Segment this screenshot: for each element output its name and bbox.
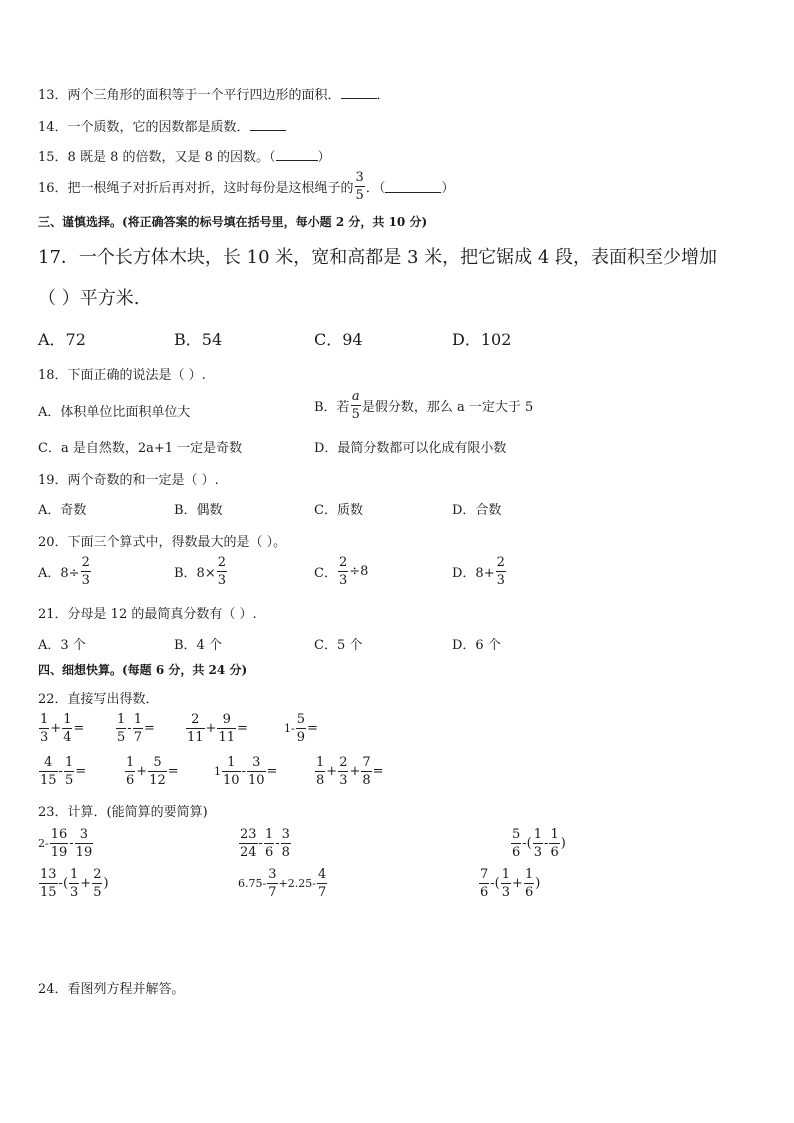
- question-21: 21．分母是 12 的最简真分数有（ ）.: [38, 607, 257, 622]
- question-15-text: 15．8 既是 8 的倍数，又是 8 的因数。（: [38, 150, 276, 165]
- q17-option-a[interactable]: A．72: [38, 330, 86, 349]
- section-3-heading: 三、谨慎选择。(将正确答案的标号填在括号里，每小题 2 分，共 10 分): [38, 215, 428, 229]
- question-13: 13．两个三角形的面积等于一个平行四边形的面积． ．: [38, 88, 390, 103]
- q19-option-b[interactable]: B．偶数: [174, 503, 223, 518]
- fraction: $\frac{3}{5}$: [355, 170, 364, 203]
- expr-23-1: 2- $\frac{16}{19}$ - $\frac{3}{19}$: [38, 827, 93, 860]
- expr-22-1: $\frac{1}{3}$ + $\frac{1}{4}$ =: [40, 712, 85, 745]
- fraction: $\frac{a}{5}$: [351, 389, 360, 422]
- question-16: 16．把一根绳子对折后再对折，这时每份是这根绳子的 $\frac{3}{5}$ ．（ ）: [38, 170, 455, 203]
- question-14-text: 14．一个质数，它的因数都是质数．: [38, 120, 250, 135]
- answer-blank[interactable]: [341, 86, 377, 99]
- q18-option-d[interactable]: D．最简分数都可以化成有限小数: [314, 441, 507, 456]
- expr-22-4: 1- $\frac{5}{9}$ =: [284, 712, 318, 745]
- question-17-line1: 17．一个长方体木块，长 10 米，宽和高都是 3 米，把它锯成 4 段，表面积至少增加: [38, 247, 718, 268]
- q21-option-b[interactable]: B．4 个: [174, 638, 222, 653]
- q17-option-b[interactable]: B．54: [174, 330, 223, 349]
- q18-option-b[interactable]: B．若 $\frac{a}{5}$ 是假分数，那么 a 一定大于 5: [314, 389, 534, 422]
- question-23: 23．计算．(能简算的要简算): [38, 805, 208, 820]
- expr-23-5: 6.75- $\frac{3}{7}$ +2.25- $\frac{4}{7}$: [238, 867, 327, 900]
- question-20: 20．下面三个算式中，得数最大的是（ ）。: [38, 535, 287, 550]
- q18-option-a[interactable]: A．体积单位比面积单位大: [38, 405, 191, 420]
- q17-option-d[interactable]: D．102: [452, 330, 512, 349]
- q20-option-a[interactable]: A．8÷ $\frac{2}{3}$: [38, 555, 90, 588]
- q17-option-c[interactable]: C．94: [314, 330, 363, 349]
- q21-option-c[interactable]: C．5 个: [314, 638, 363, 653]
- question-16-text: 16．把一根绳子对折后再对折，这时每份是这根绳子的: [38, 181, 354, 196]
- q20-option-c[interactable]: C． $\frac{2}{3}$ ÷8: [314, 555, 369, 588]
- answer-blank[interactable]: [385, 180, 441, 193]
- q18-option-c[interactable]: C．a 是自然数，2a+1 一定是奇数: [38, 441, 243, 456]
- question-15: 15．8 既是 8 的倍数，又是 8 的因数。（ ）: [38, 150, 331, 165]
- section-4-heading: 四、细想快算。(每题 6 分，共 24 分): [38, 663, 248, 677]
- question-24: 24．看图列方程并解答。: [38, 982, 185, 997]
- expr-22-6: $\frac{1}{6}$ + $\frac{5}{12}$ =: [126, 755, 179, 788]
- q20-option-b[interactable]: B．8× $\frac{2}{3}$: [174, 555, 226, 588]
- expr-22-3: $\frac{2}{11}$ + $\frac{9}{11}$ =: [187, 712, 248, 745]
- question-22: 22．直接写出得数．: [38, 692, 159, 707]
- q19-option-c[interactable]: C．质数: [314, 503, 363, 518]
- expr-23-6: $\frac{7}{6}$ -( $\frac{1}{3}$ + $\frac{1}{6}$ ): [480, 867, 541, 900]
- expr-22-7: 1 $\frac{1}{10}$ - $\frac{3}{10}$ =: [214, 755, 278, 788]
- question-13-text: 13．两个三角形的面积等于一个平行四边形的面积．: [38, 88, 341, 103]
- q19-option-a[interactable]: A．奇数: [38, 503, 87, 518]
- q19-option-d[interactable]: D．合数: [452, 503, 502, 518]
- question-19: 19．两个奇数的和一定是（ ）.: [38, 473, 219, 488]
- question-14: [38, 116, 286, 135]
- answer-blank[interactable]: [276, 148, 318, 161]
- question-17-line2: （ ）平方米.: [38, 288, 140, 309]
- q21-option-a[interactable]: A．3 个: [38, 638, 86, 653]
- q20-option-d[interactable]: D．8+ $\frac{2}{3}$: [452, 555, 505, 588]
- answer-blank[interactable]: [250, 118, 286, 131]
- expr-23-3: $\frac{5}{6}$ -( $\frac{1}{3}$ - $\frac{1}{6}$ ): [512, 827, 566, 860]
- expr-23-4: $\frac{13}{15}$ -( $\frac{1}{3}$ + $\frac{2}{5}$ ): [40, 867, 109, 900]
- expr-22-8: $\frac{1}{8}$ + $\frac{2}{3}$ + $\frac{7}{8}$ =: [316, 755, 384, 788]
- expr-23-2: $\frac{23}{24}$ - $\frac{1}{6}$ - $\frac{3}{8}$: [240, 827, 290, 860]
- question-18: 18．下面正确的说法是（ ）.: [38, 368, 206, 383]
- expr-22-2: $\frac{1}{5}$ - $\frac{1}{7}$ =: [117, 712, 155, 745]
- expr-22-5: $\frac{4}{15}$ - $\frac{1}{5}$ =: [40, 755, 87, 788]
- q21-option-d[interactable]: D．6 个: [452, 638, 501, 653]
